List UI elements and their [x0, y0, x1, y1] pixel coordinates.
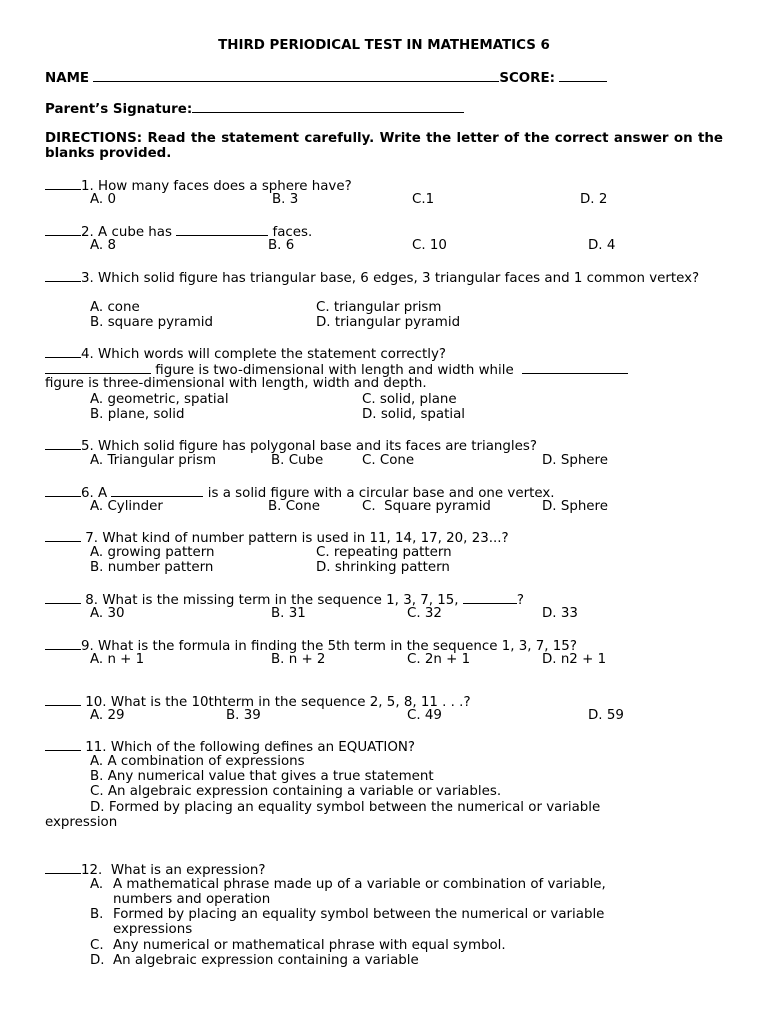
- option-letter: D.: [90, 953, 105, 968]
- option: A. 8: [90, 238, 116, 253]
- question-12: 12. What is an expression?: [45, 861, 266, 878]
- option-continuation: expressions: [113, 922, 193, 937]
- option: B. plane, solid: [90, 407, 185, 422]
- question-5: 5. Which solid figure has polygonal base and its faces are triangles?: [45, 437, 537, 454]
- question-6: 6. A is a solid figure with a circular base and one vertex.: [45, 484, 555, 501]
- answer-blank[interactable]: [45, 591, 81, 604]
- fill-blank: [45, 361, 151, 374]
- option: B. Cube: [271, 453, 324, 468]
- option: B. 3: [272, 192, 299, 207]
- score-field[interactable]: [559, 69, 607, 82]
- option: B. n + 2: [271, 652, 326, 667]
- parent-signature-field[interactable]: [192, 100, 464, 113]
- option: D. triangular pyramid: [316, 315, 461, 330]
- question-4: 4. Which words will complete the statement correctly?: [45, 345, 446, 362]
- option: Formed by placing an equality symbol between the numerical or variable: [113, 907, 605, 922]
- option: A. 30: [90, 606, 125, 621]
- answer-blank[interactable]: [45, 437, 81, 450]
- name-field[interactable]: [93, 69, 499, 82]
- option: B. Cone: [268, 499, 320, 514]
- option: A. geometric, spatial: [90, 392, 229, 407]
- answer-blank[interactable]: [45, 223, 81, 236]
- option: An algebraic expression containing a variable: [113, 953, 419, 968]
- directions: DIRECTIONS: Read the statement carefully. Write the letter of the correct answer on the blanks provided.: [45, 131, 723, 162]
- option: A. A combination of expressions: [90, 754, 305, 769]
- answer-blank[interactable]: [45, 345, 81, 358]
- option: A. growing pattern: [90, 545, 215, 560]
- option-letter: B.: [90, 907, 104, 922]
- option: C. solid, plane: [362, 392, 457, 407]
- option: D. 33: [542, 606, 578, 621]
- name-score-line: [45, 69, 607, 86]
- answer-blank[interactable]: [45, 861, 81, 874]
- option: D. 59: [588, 708, 624, 723]
- option: D. solid, spatial: [362, 407, 466, 422]
- option: C. repeating pattern: [316, 545, 452, 560]
- question-2: 2. A cube has faces.: [45, 223, 312, 240]
- option: B. square pyramid: [90, 315, 213, 330]
- page-title: THIRD PERIODICAL TEST IN MATHEMATICS 6: [218, 38, 550, 53]
- fill-blank: [111, 484, 203, 497]
- question-7: 7. What kind of number pattern is used in 11, 14, 17, 20, 23...?: [45, 529, 509, 546]
- parent-signature-line: [45, 100, 464, 117]
- option-letter: C.: [90, 938, 104, 953]
- option: D. shrinking pattern: [316, 560, 450, 575]
- option: A. n + 1: [90, 652, 145, 667]
- fill-blank: [522, 361, 628, 374]
- question-4-line-3: figure is three-dimensional with length, width and depth.: [45, 376, 427, 391]
- option: C. triangular prism: [316, 300, 442, 315]
- fill-blank: [463, 591, 517, 604]
- option: C. 10: [412, 238, 447, 253]
- option: A. Cylinder: [90, 499, 163, 514]
- option: A. Triangular prism: [90, 453, 216, 468]
- option: D. 4: [588, 238, 616, 253]
- option: D. 2: [580, 192, 608, 207]
- option: B. 6: [268, 238, 295, 253]
- question-1: 1. How many faces does a sphere have?: [45, 177, 352, 194]
- option: C. 2n + 1: [407, 652, 471, 667]
- option: D. Sphere: [542, 499, 608, 514]
- option-letter: A.: [90, 877, 104, 892]
- option: C. 49: [407, 708, 442, 723]
- option: B. number pattern: [90, 560, 214, 575]
- option: C. An algebraic expression containing a variable or variables.: [90, 784, 502, 799]
- question-10: 10. What is the 10thterm in the sequence 2, 5, 8, 11 . . .?: [45, 693, 471, 710]
- option: B. Any numerical value that gives a true statement: [90, 769, 434, 784]
- question-8: 8. What is the missing term in the sequence 1, 3, 7, 15, ?: [45, 591, 524, 608]
- answer-blank[interactable]: [45, 693, 81, 706]
- name-label: NAME: [45, 71, 90, 86]
- option: A. cone: [90, 300, 140, 315]
- option: D. Formed by placing an equality symbol between the numerical or variable: [90, 800, 601, 815]
- option: C. Square pyramid: [362, 499, 491, 514]
- answer-blank[interactable]: [45, 269, 81, 282]
- option: C. 32: [407, 606, 442, 621]
- question-4-line-2: figure is two-dimensional with length and width while: [45, 361, 628, 378]
- parent-signature-label: Parent’s Signature:: [45, 102, 193, 117]
- fill-blank: [176, 223, 268, 236]
- option: A. 29: [90, 708, 125, 723]
- option: B. 31: [271, 606, 306, 621]
- option: D. Sphere: [542, 453, 608, 468]
- option: B. 39: [226, 708, 261, 723]
- option-continuation: numbers and operation: [113, 892, 271, 907]
- option: Any numerical or mathematical phrase with equal symbol.: [113, 938, 506, 953]
- option-continuation: expression: [45, 815, 118, 830]
- answer-blank[interactable]: [45, 177, 81, 190]
- answer-blank[interactable]: [45, 484, 81, 497]
- option: A. 0: [90, 192, 116, 207]
- question-9: 9. What is the formula in finding the 5th term in the sequence 1, 3, 7, 15?: [45, 637, 577, 654]
- option: C. Cone: [362, 453, 415, 468]
- answer-blank[interactable]: [45, 738, 81, 751]
- score-label: SCORE:: [499, 71, 555, 86]
- question-11: 11. Which of the following defines an EQUATION?: [45, 738, 415, 755]
- answer-blank[interactable]: [45, 529, 81, 542]
- answer-blank[interactable]: [45, 637, 81, 650]
- option: D. n2 + 1: [542, 652, 607, 667]
- option: C.1: [412, 192, 435, 207]
- option: A mathematical phrase made up of a variable or combination of variable,: [113, 877, 606, 892]
- question-3: 3. Which solid figure has triangular base, 6 edges, 3 triangular faces and 1 common vertex?: [45, 269, 725, 286]
